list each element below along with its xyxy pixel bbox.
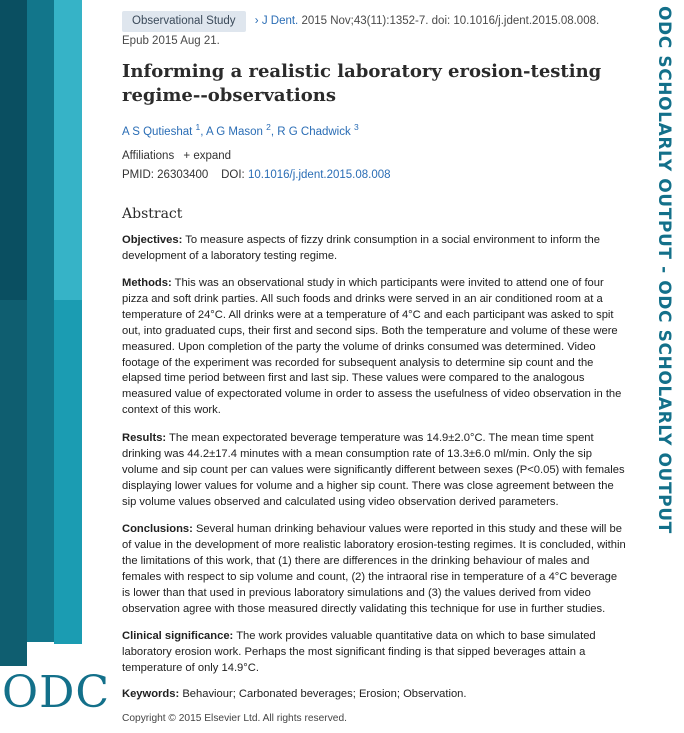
identifiers	[122, 169, 391, 181]
expand-button[interactable]: + expand	[183, 150, 232, 162]
objectives-label: Objectives:	[122, 234, 183, 246]
methods-label: Methods:	[122, 277, 172, 289]
pmid-value: 26303400	[157, 169, 209, 181]
results-paragraph	[122, 431, 627, 511]
copyright-notice: Copyright © 2015 Elsevier Ltd. All rights reserved.	[122, 713, 347, 724]
decor-strip-dark-top	[0, 0, 27, 300]
methods-text: This was an observational study in which participants were invited to attend one of four pizza and soft drink parties. All such foods and drinks were served in an air conditioned room at a temperature of 24°C. All drinks were at a temperature of 4°C and each participant was asked to spit out, into graduated cups, their first and second sips. Both the temperature and volume of these were measured. Upon completion of the party the volume of drinks consumed was determined. Video footage of the experiment was recorded for subsequent analysis to determine sip count and the elapsed time period between first and last sip. These values were compared to the analogous measured value of expectorated volume in order to assess the usefulness of video observation in the context of this work.	[122, 277, 622, 417]
clinical-significance-paragraph	[122, 629, 627, 677]
author-affiliation-ref[interactable]: 2	[266, 122, 271, 132]
conclusions-paragraph	[122, 522, 627, 617]
author-link[interactable]: A S Qutieshat	[122, 125, 193, 138]
journal-link[interactable]: J Dent.	[261, 15, 299, 27]
abstract-heading: Abstract	[122, 206, 183, 222]
keywords-text: Behaviour; Carbonated beverages; Erosion; Observation.	[182, 688, 467, 700]
keywords-paragraph	[122, 687, 627, 703]
author-list: A S Qutieshat $^1$, A G Mason $^2$, R G Chadwick $^3$	[122, 122, 359, 138]
author-link[interactable]: A G Mason	[206, 125, 263, 138]
clinical-significance-text: The work provides valuable quantitative data on which to base simulated laboratory erosion work. Perhaps the most significant finding is that sipped beverages attain a temperature of only 14.9°C.	[122, 630, 596, 674]
results-label: Results:	[122, 432, 167, 444]
doi-label: DOI:	[221, 169, 245, 181]
conclusions-label: Conclusions:	[122, 523, 193, 535]
objectives-paragraph	[122, 233, 627, 265]
author-affiliation-ref[interactable]: 3	[353, 122, 359, 132]
publication-type-badge[interactable]: Observational Study	[122, 11, 246, 32]
conclusions-text: Several human drinking behaviour values were reported in this study and these will be of value in the development of more realistic laboratory erosion-testing regimes. It is concluded, within the limitations of this work, that (1) there are differences in the drinking behaviour of males and females with respect to sip volume and count, (2) the intraoral rise in temperature of a 4°C beverage is lower than that used in previous laboratory simulations and (3) the values derived from video observation agree with those measured directly validating this technique for use in further studies.	[122, 523, 626, 615]
decor-strip-mid	[27, 0, 54, 642]
affiliations-toggle[interactable]	[122, 150, 231, 162]
keywords-label: Keywords:	[122, 688, 180, 700]
article-title: Informing a realistic laboratory erosion-testing regime--observations	[122, 61, 602, 106]
vertical-watermark-text: ODC SCHOLARLY OUTPUT - ODC SCHOLARLY OUTPUT	[654, 6, 674, 534]
chevron-right-icon: ›	[254, 15, 259, 27]
odc-logo: ODC	[2, 667, 111, 718]
methods-paragraph	[122, 276, 627, 419]
citation-text: 2015 Nov;43(11):1352-7. doi: 10.1016/j.jdent.2015.08.008.	[301, 15, 600, 27]
results-text: The mean expectorated beverage temperature was 14.9±2.0°C. The mean time spent drinking was 44.2±17.4 minutes with a mean consumption rate of 13.3±6.0 ml/min. Only the sip volume and sip count per can values were significantly different between sexes (P<0.05) with females displaying lower values for volume and a higher sip count. There was close agreement between the sip volume values observed and calculated using video observation derived parameters.	[122, 432, 625, 508]
decor-strip-light-top	[54, 0, 82, 300]
doi-link[interactable]: 10.1016/j.jdent.2015.08.008	[247, 169, 391, 181]
vertical-watermark	[652, 6, 678, 534]
citation-header	[122, 11, 642, 51]
objectives-text: To measure aspects of fizzy drink consumption in a social environment to inform the development of a laboratory testing regime.	[122, 234, 600, 262]
epub-date: Epub 2015 Aug 21.	[122, 35, 220, 47]
author-affiliation-ref[interactable]: 1	[195, 122, 201, 132]
author-link[interactable]: R G Chadwick	[277, 125, 351, 138]
pmid-label: PMID:	[122, 169, 154, 181]
affiliations-label: Affiliations	[122, 150, 175, 162]
clinical-significance-label: Clinical significance:	[122, 630, 234, 642]
